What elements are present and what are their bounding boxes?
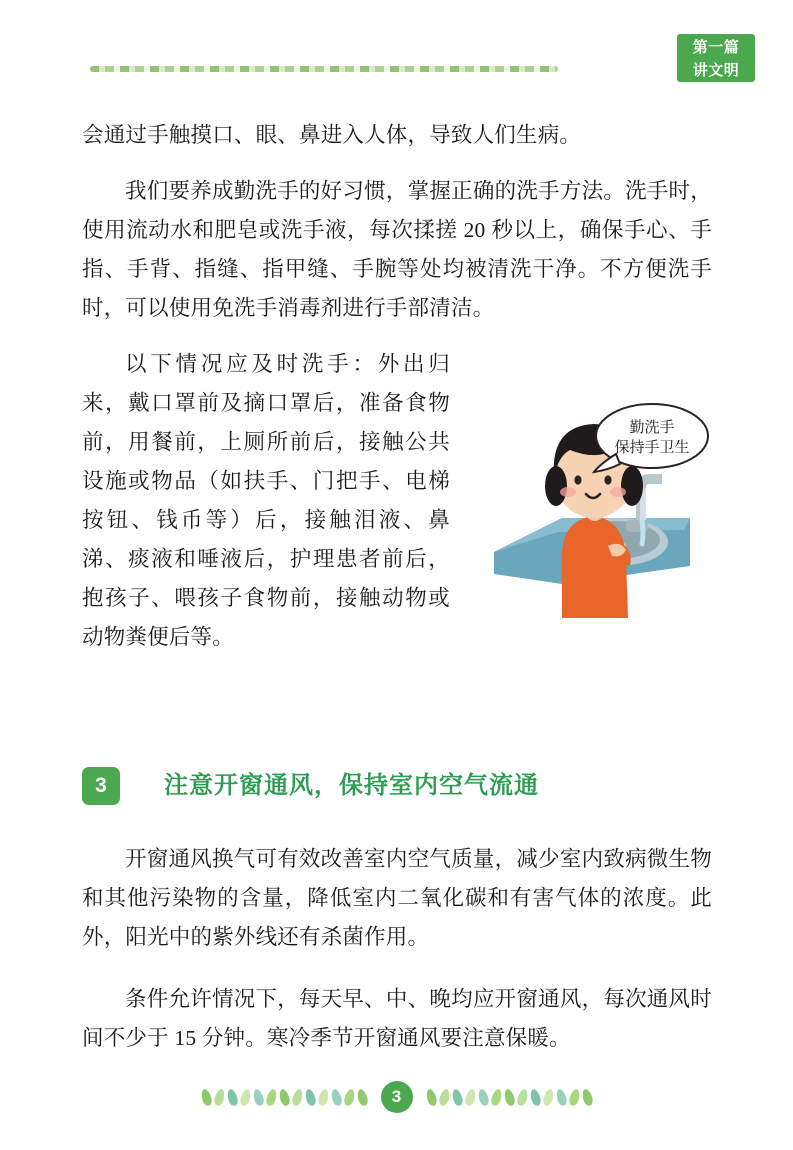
leaf-icon xyxy=(251,1088,264,1107)
paragraph-2: 我们要养成勤洗手的好习惯，掌握正确的洗手方法。洗手时，使用流动水和肥皂或洗手液，每次揉搓 20 秒以上，确保手心、手指、手背、指缝、指甲缝、手腕等处均被清洗干净。不方便洗手时，可以使用免洗手消毒剂进行手部清洁。 xyxy=(82,179,712,320)
leaf-icon xyxy=(515,1088,528,1107)
section-title: 注意开窗通风，保持室内空气流通 xyxy=(164,772,539,799)
chapter-tab-line2: 讲文明 xyxy=(692,62,740,79)
leaf-icon xyxy=(264,1088,277,1107)
chapter-tab-line1: 第一篇 xyxy=(692,39,740,56)
leaf-icon xyxy=(225,1088,238,1107)
leaf-icon xyxy=(463,1088,476,1107)
page-number: 3 xyxy=(381,1081,413,1113)
leaf-icon xyxy=(290,1088,303,1107)
leaf-icon xyxy=(580,1088,593,1107)
leaf-icon xyxy=(476,1088,489,1107)
paragraph-3: 以下情况应及时洗手：外出归来，戴口罩前及摘口罩后，准备食物前，用餐前，上厕所前后，接触公共设施或物品（如扶手、门把手、电梯按钮、钱币等）后，接触泪液、鼻涕、痰液和唾液后，护理患者前后，抱孩子、喂孩子食物前，接触动物或动物粪便后等。 xyxy=(82,352,450,649)
leaf-icon xyxy=(528,1088,541,1107)
leaf-icon xyxy=(342,1088,355,1107)
paragraph-4: 开窗通风换气可有效改善室内空气质量，减少室内致病微生物和其他污染物的含量，降低室内二氧化碳和有害气体的浓度。此外，阳光中的紫外线还有杀菌作用。 xyxy=(82,847,712,949)
leaf-icon xyxy=(355,1088,368,1107)
page-footer xyxy=(0,1080,793,1114)
leaf-icon xyxy=(277,1088,290,1107)
header-divider-rule xyxy=(90,66,558,72)
footer-leaves-left xyxy=(202,1089,367,1106)
speech-text-line1: 勤洗手 xyxy=(629,420,675,436)
leaf-icon xyxy=(424,1088,437,1107)
leaf-icon xyxy=(541,1088,554,1107)
leaf-icon xyxy=(316,1088,329,1107)
leaf-icon xyxy=(554,1088,567,1107)
paragraph-5: 条件允许情况下，每天早、中、晚均应开窗通风，每次通风时间不少于 15 分钟。寒冷季节开窗通风要注意保暖。 xyxy=(82,987,712,1050)
leaf-icon xyxy=(303,1088,316,1107)
leaf-icon xyxy=(450,1088,463,1107)
paragraph-1: 会通过手触摸口、眼、鼻进入人体，导致人们生病。 xyxy=(82,123,582,147)
leaf-icon xyxy=(329,1088,342,1107)
leaf-icon xyxy=(437,1088,450,1107)
illustration-handwashing xyxy=(466,370,714,618)
speech-text-line2: 保持手卫生 xyxy=(614,440,690,456)
leaf-icon xyxy=(199,1088,212,1107)
leaf-icon xyxy=(489,1088,502,1107)
section-heading xyxy=(82,765,712,815)
section-number-badge: 3 xyxy=(82,767,120,805)
leaf-icon xyxy=(502,1088,515,1107)
leaf-icon xyxy=(212,1088,225,1107)
leaf-icon xyxy=(567,1088,580,1107)
chapter-tab xyxy=(677,34,755,82)
footer-leaves-right xyxy=(427,1089,592,1106)
leaf-icon xyxy=(238,1088,251,1107)
